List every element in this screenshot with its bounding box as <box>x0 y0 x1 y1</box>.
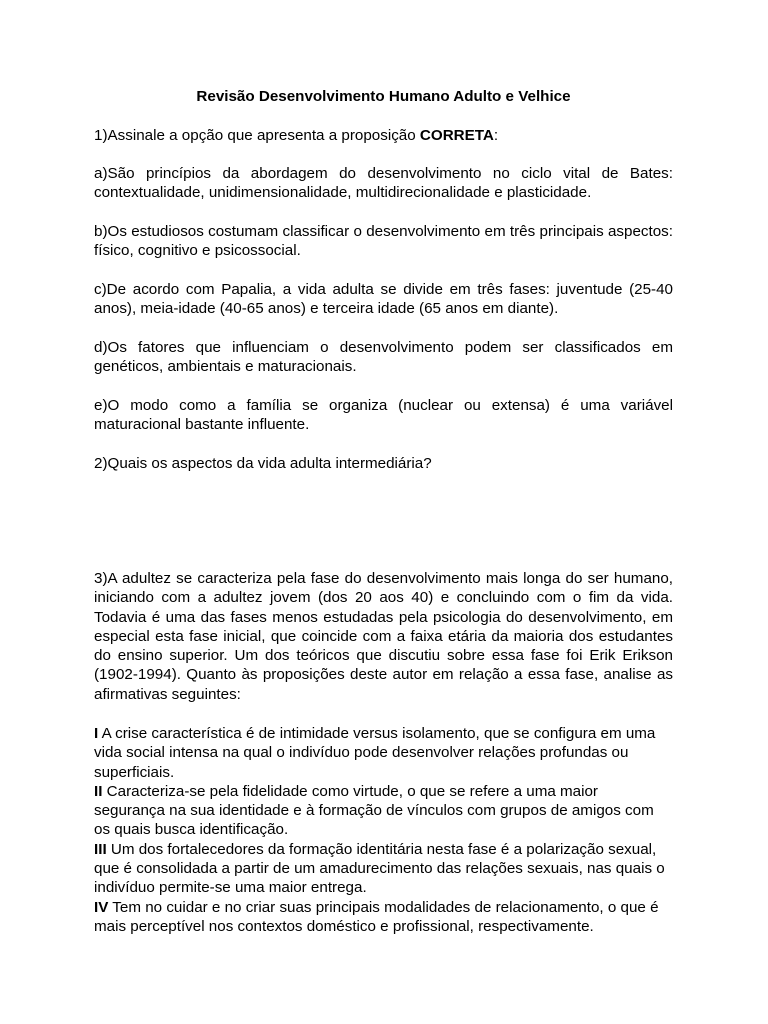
question-1-option-a: a)São princípios da abordagem do desenvolvimento no ciclo vital de Bates: contextualidade, unidimensionalidade, multidirecionalidade e plasticidade. <box>94 165 673 202</box>
question-2-prompt: 2)Quais os aspectos da vida adulta intermediária? <box>94 455 432 472</box>
question-3-prompt: 3)A adultez se caracteriza pela fase do desenvolvimento mais longa do ser humano, iniciando com a adultez jovem (dos 20 aos 40) e concluindo com o fim da vida. Todavia é uma das fases menos estudadas pela psicologia do desenvolvimento, em especial esta fase inicial, que coincide com a faixa etária da maioria dos estudantes do ensino superior. Um dos teóricos que discutiu sobre essa fase foi Erik Erikson (1902-1994). Quanto às proposições deste autor em relação a essa fase, analise as afirmativas seguintes: <box>94 570 673 703</box>
statement-iv <box>94 898 673 937</box>
statement-i <box>94 724 673 782</box>
statement-iii-text: Um dos fortalecedores da formação identitária nesta fase é a polarização sexual, que é consolidada a partir de um amadurecimento das relações sexuais, nas quais o indivíduo permite-se uma maior entrega. <box>94 840 665 897</box>
question-3-statements <box>94 724 673 936</box>
question-1-prompt <box>94 126 673 145</box>
statement-i-text: A crise característica é de intimidade versus isolamento, que se configura em uma vida social intensa na qual o indivíduo pode desenvolver relações profundas ou superficiais. <box>94 725 656 781</box>
question-1-prompt-text: 1)Assinale a opção que apresenta a proposição <box>94 127 420 144</box>
question-1-emphasis: CORRETA <box>419 127 494 144</box>
statement-ii-numeral: II <box>94 782 103 800</box>
statement-ii <box>94 782 673 840</box>
question-1-option-d: d)Os fatores que influenciam o desenvolvimento podem ser classificados em genéticos, ambientais e maturacionais. <box>94 339 673 376</box>
statement-ii-text: Caracteriza-se pela fidelidade como virtude, o que se refere a uma maior segurança na sua identidade e à formação de vínculos com grupos de amigos com os quais busca identificação. <box>94 782 654 839</box>
statement-iv-text: Tem no cuidar e no criar suas principais modalidades de relacionamento, o que é mais perceptível nos contextos doméstico e profissional, respectivamente. <box>94 898 659 935</box>
question-1-prompt-end: : <box>493 127 499 144</box>
question-1-option-b: b)Os estudiosos costumam classificar o desenvolvimento em três principais aspectos: físico, cognitivo e psicossocial. <box>94 223 673 260</box>
question-1-option-e: e)O modo como a família se organiza (nuclear ou extensa) é uma variável maturacional bastante influente. <box>94 397 673 434</box>
question-1-option-c: c)De acordo com Papalia, a vida adulta se divide em três fases: juventude (25-40 anos), meia-idade (40-65 anos) e terceira idade (65 anos em diante). <box>94 281 673 318</box>
statement-iii <box>94 840 673 898</box>
statement-i-numeral: I <box>94 725 99 742</box>
statement-iii-numeral: III <box>94 840 107 858</box>
document-title: Revisão Desenvolvimento Humano Adulto e Velhice <box>196 88 571 105</box>
statement-iv-numeral: IV <box>94 898 109 916</box>
